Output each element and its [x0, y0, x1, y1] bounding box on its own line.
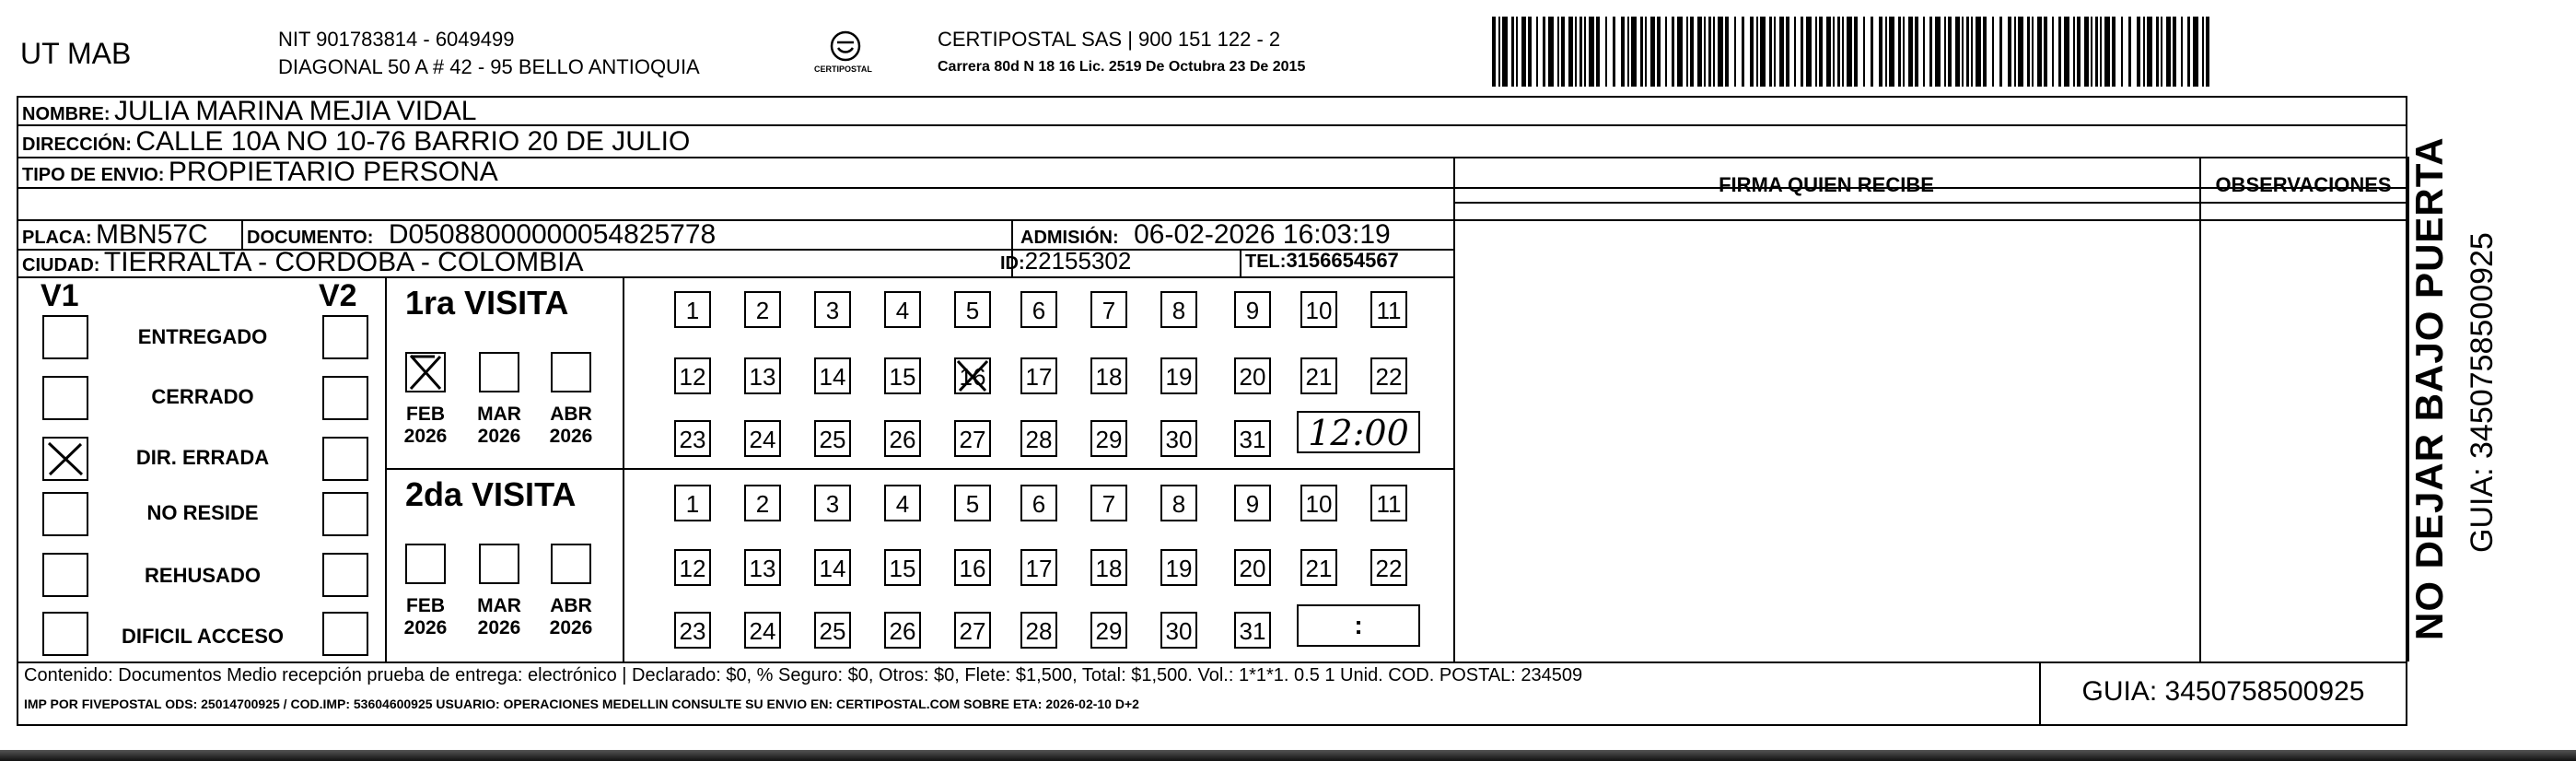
barcode-bar [1915, 17, 1918, 87]
barcode-bar [1944, 17, 1946, 87]
barcode-bar [1686, 17, 1688, 87]
barcode-bar [1885, 17, 1887, 87]
second-visit-month-abr: ABR 2026 [549, 595, 593, 638]
barcode-bar [1631, 17, 1637, 87]
barcode-bar [2193, 17, 2198, 87]
second-visit-day-21[interactable]: 21 [1300, 549, 1337, 586]
barcode-bar [1650, 17, 1655, 87]
first-visit-day-11[interactable]: 11 [1370, 291, 1407, 328]
placa-value: MBN57C [96, 219, 208, 250]
v1-checkbox-cerrado[interactable] [42, 376, 88, 420]
barcode-bar [1863, 17, 1865, 87]
barcode-bar [1697, 17, 1702, 87]
first-visit-day-20[interactable]: 20 [1234, 357, 1271, 394]
first-visit-day-3[interactable]: 3 [814, 291, 851, 328]
barcode-bar [2014, 17, 2016, 87]
barcode-bar [2128, 17, 2131, 87]
first-visit-day-10[interactable]: 10 [1300, 291, 1337, 328]
firma-header: FIRMA QUIEN RECIBE [1719, 173, 1934, 196]
second-visit-day-10[interactable]: 10 [1300, 485, 1337, 521]
first-visit-day-18[interactable]: 18 [1090, 357, 1127, 394]
second-visit-time-box[interactable]: : [1297, 604, 1420, 647]
footer-guia: GUIA: 3450758500925 [2081, 676, 2365, 707]
barcode-bar [2161, 17, 2162, 87]
first-visit-day-12[interactable]: 12 [674, 357, 711, 394]
barcode-bar [1786, 17, 1789, 87]
barcode-bar [2073, 17, 2075, 87]
barcode-bar [2084, 17, 2089, 87]
barcode-bar [1806, 17, 1812, 87]
barcode-bar [2173, 17, 2176, 87]
second-visit-month-feb: FEB 2026 [403, 595, 448, 638]
barcode-bar [1935, 17, 1941, 87]
barcode-bar [2166, 17, 2171, 87]
company-name: UT MAB [20, 37, 132, 70]
barcode-bar [2202, 17, 2204, 87]
barcode-bar [1640, 17, 1643, 87]
barcode-bar [2156, 17, 2159, 87]
direccion-row [22, 126, 690, 158]
barcode-bar [1548, 17, 1554, 87]
barcode-bar [2121, 17, 2123, 87]
ciudad-value: TIERRALTA - CORDOBA - COLOMBIA [103, 247, 584, 277]
first-visit-month-box-feb[interactable] [405, 352, 446, 392]
barcode-bar [1579, 17, 1582, 87]
barcode-bar [1966, 17, 1969, 87]
barcode-bar [2206, 17, 2209, 87]
v1-checkbox-rehusado[interactable] [42, 553, 88, 597]
barcode-bar [1584, 17, 1586, 87]
barcode-bar [1992, 17, 1994, 87]
first-visit-day-4[interactable]: 4 [884, 291, 921, 328]
barcode-bar [2137, 17, 2140, 87]
second-visit-day-2[interactable]: 2 [744, 485, 781, 521]
second-visit-day-20[interactable]: 20 [1234, 549, 1271, 586]
barcode-bar [1742, 17, 1744, 87]
direccion-value: CALLE 10A NO 10-76 BARRIO 20 DE JULIO [135, 126, 691, 157]
barcode-bar [2052, 17, 2054, 87]
second-visit-day-18[interactable]: 18 [1090, 549, 1127, 586]
barcode-bar [1837, 17, 1840, 87]
first-visit-month-abr: ABR 2026 [549, 404, 593, 447]
barcode-bar [1557, 17, 1559, 87]
barcode-bar [1833, 17, 1835, 87]
ciudad-label: CIUDAD: [22, 255, 100, 275]
barcode-bar [2091, 17, 2092, 87]
barcode-bar [2037, 17, 2042, 87]
barcode-bar [1847, 17, 1852, 87]
second-visit-day-9[interactable]: 9 [1234, 485, 1271, 521]
second-visit-day-5[interactable]: 5 [954, 485, 991, 521]
barcode-bar [1561, 17, 1565, 87]
second-visit-day-3[interactable]: 3 [814, 485, 851, 521]
second-visit-day-22[interactable]: 22 [1370, 549, 1407, 586]
v1-checkbox-dificil-acceso[interactable] [42, 612, 88, 656]
first-visit-day-14[interactable]: 14 [814, 357, 851, 394]
second-visit-day-17[interactable]: 17 [1020, 549, 1057, 586]
barcode-bar [1492, 17, 1496, 87]
first-visit-day-25[interactable]: 25 [814, 420, 851, 457]
carrier-name: CERTIPOSTAL SAS | 900 151 122 - 2 [938, 28, 1281, 51]
v2-checkbox-entregado[interactable] [322, 315, 368, 359]
barcode-bar [1801, 17, 1803, 87]
status-label-dificil-acceso: DIFICIL ACCESO [121, 625, 284, 648]
v2-checkbox-dir-errada[interactable] [322, 437, 368, 481]
second-visit-day-1[interactable]: 1 [674, 485, 711, 521]
first-visit-day-17[interactable]: 17 [1020, 357, 1057, 394]
status-label-no-reside: NO RESIDE [146, 501, 259, 524]
barcode-bar [1842, 17, 1844, 87]
observaciones-header: OBSERVACIONES [2215, 173, 2392, 196]
scan-edge [0, 750, 2576, 761]
second-visit-day-13[interactable]: 13 [744, 549, 781, 586]
barcode-bar [1677, 17, 1683, 87]
barcode-bar [1536, 17, 1538, 87]
nombre-row [22, 96, 476, 127]
first-visit-day-7[interactable]: 7 [1090, 291, 1127, 328]
barcode-bar [1708, 17, 1711, 87]
first-visit-day-19[interactable]: 19 [1160, 357, 1197, 394]
v1-checkbox-no-reside[interactable] [42, 492, 88, 536]
barcode-bar [1596, 17, 1600, 87]
first-visit-day-28[interactable]: 28 [1020, 420, 1057, 457]
barcode-bar [1819, 17, 1823, 87]
barcode-bar [1704, 17, 1706, 87]
certipostal-logo-icon [810, 28, 880, 83]
nombre-label: NOMBRE: [22, 104, 111, 124]
barcode-bar [1756, 17, 1758, 87]
barcode-bar [2187, 17, 2190, 87]
barcode-bar [2018, 17, 2023, 87]
barcode-bar [1769, 17, 1772, 87]
second-visit-day-30[interactable]: 30 [1160, 612, 1197, 649]
status-label-rehusado: REHUSADO [145, 564, 261, 587]
barcode-bar [1627, 17, 1629, 87]
check-mark-icon [407, 354, 444, 391]
second-visit-month-box-feb[interactable] [405, 544, 446, 584]
v2-checkbox-no-reside[interactable] [322, 492, 368, 536]
barcode-bar [1826, 17, 1831, 87]
barcode-bar [2044, 17, 2047, 87]
first-visit-day-23[interactable]: 23 [674, 420, 711, 457]
first-visit-month-feb: FEB 2026 [403, 404, 448, 447]
barcode-bar [2181, 17, 2183, 87]
logo-text: CERTIPOSTAL [814, 64, 872, 74]
tipo-envio-value: PROPIETARIO PERSONA [168, 157, 498, 187]
barcode-bar [1516, 17, 1518, 87]
footer-imp: IMP POR FIVEPOSTAL ODS: 25014700925 / COD.IMP: 53604600925 USUARIO: OPERACIONES MEDELLIN CONSULTE SU ENVIO EN: CERTIPOSTAL.COM SOBRE ETA: 2026-02-10 D+2 [24, 697, 1139, 711]
second-visit-day-19[interactable]: 19 [1160, 549, 1197, 586]
company-address: DIAGONAL 50 A # 42 - 95 BELLO ANTIOQUIA [278, 55, 700, 78]
admision-value: 06-02-2026 16:03:19 [1134, 219, 1391, 250]
second-visit-day-6[interactable]: 6 [1020, 485, 1057, 521]
first-visit-day-24[interactable]: 24 [744, 420, 781, 457]
footer-contenido: Contenido: Documentos Medio recepción prueba de entrega: electrónico | Declarado: $0, % Seguro: $0, Otros: $0, Flete: $1,500, Total: $1,500. Vol.: 1*1*1. 0.5 1 Unid. COD. POSTAL: 234509 [24, 665, 1583, 685]
certipostal-logo [810, 28, 880, 83]
barcode-bar [1665, 17, 1667, 87]
tel-value: 3156654567 [1286, 249, 1399, 272]
v1-checkbox-dir-errada[interactable] [42, 437, 88, 481]
second-visit-day-4[interactable]: 4 [884, 485, 921, 521]
second-visit-month-box-abr[interactable] [551, 544, 591, 584]
first-visit-label: 1ra VISITA [405, 284, 569, 322]
second-visit-day-31[interactable]: 31 [1234, 612, 1271, 649]
v1-label: V1 [41, 278, 79, 313]
admision-label: ADMISIÓN: [1020, 228, 1119, 248]
direccion-label: DIRECCIÓN: [22, 135, 132, 155]
barcode-bar [1879, 17, 1882, 87]
barcode-bar [1657, 17, 1661, 87]
barcode-bar [2064, 17, 2069, 87]
first-visit-day-31[interactable]: 31 [1234, 420, 1271, 457]
barcode-bar [1511, 17, 1514, 87]
barcode-bar [2100, 17, 2102, 87]
first-visit-day-21[interactable]: 21 [1300, 357, 1337, 394]
check-mark-icon [44, 439, 87, 479]
tipo-envio-row [22, 157, 498, 188]
barcode-bar [1898, 17, 1901, 87]
second-visit-month-box-mar[interactable] [479, 544, 519, 584]
second-visit-day-25[interactable]: 25 [814, 612, 851, 649]
second-visit-day-26[interactable]: 26 [884, 612, 921, 649]
second-visit-day-15[interactable]: 15 [884, 549, 921, 586]
id-value: 22155302 [1024, 247, 1132, 275]
second-visit-day-24[interactable]: 24 [744, 612, 781, 649]
barcode-bar [2147, 17, 2152, 87]
barcode-bar [1718, 17, 1723, 87]
first-visit-month-box-abr[interactable] [551, 352, 591, 392]
barcode-bar [1889, 17, 1894, 87]
first-visit-day-15[interactable]: 15 [884, 357, 921, 394]
second-visit-day-14[interactable]: 14 [814, 549, 851, 586]
nombre-value: JULIA MARINA MEJIA VIDAL [114, 96, 477, 126]
tel-label: TEL: [1245, 252, 1287, 272]
barcode-bar [1774, 17, 1776, 87]
barcode-bar [1948, 17, 1952, 87]
barcode-bar [2077, 17, 2081, 87]
no-dejar-bajo-puerta: NO DEJAR BAJO PUERTA [2407, 136, 2451, 640]
barcode-bar [1543, 17, 1545, 87]
id-field [1000, 247, 1131, 275]
barcode-bar [1498, 17, 1500, 87]
second-visit-day-8[interactable]: 8 [1160, 485, 1197, 521]
barcode-bar [1734, 17, 1736, 87]
barcode-bar [2008, 17, 2011, 87]
barcode-bar [2032, 17, 2034, 87]
ciudad-field [22, 247, 584, 278]
barcode-bar [2027, 17, 2030, 87]
v1-checkbox-entregado[interactable] [42, 315, 88, 359]
barcode-bar [1794, 17, 1796, 87]
v2-checkbox-dificil-acceso[interactable] [322, 612, 368, 656]
v2-label: V2 [319, 278, 357, 313]
barcode-bar [2143, 17, 2145, 87]
first-visit-day-2[interactable]: 2 [744, 291, 781, 328]
documento-field [247, 219, 716, 251]
documento-label: DOCUMENTO: [247, 228, 374, 248]
barcode-bar [1908, 17, 1913, 87]
second-visit-day-12[interactable]: 12 [674, 549, 711, 586]
barcode-bar [1903, 17, 1905, 87]
first-visit-month-box-mar[interactable] [479, 352, 519, 392]
barcode-bar [1713, 17, 1715, 87]
barcode-bar [1976, 17, 1981, 87]
first-visit-month-mar: MAR 2026 [477, 404, 521, 447]
first-visit-day-6[interactable]: 6 [1020, 291, 1057, 328]
barcode-bar [1645, 17, 1647, 87]
first-visit-day-30[interactable]: 30 [1160, 420, 1197, 457]
barcode-bar [1955, 17, 1960, 87]
second-visit-day-16[interactable]: 16 [954, 549, 991, 586]
barcode-bar [1750, 17, 1754, 87]
barcode-bar [1605, 17, 1607, 87]
barcode-bar [1760, 17, 1766, 87]
barcode-bar [1621, 17, 1625, 87]
carrier-license: Carrera 80d N 18 16 Lic. 2519 De Octubra 23 De 2015 [938, 59, 1306, 75]
status-label-cerrado: CERRADO [151, 385, 254, 408]
second-visit-day-11[interactable]: 11 [1370, 485, 1407, 521]
first-visit-day-27[interactable]: 27 [954, 420, 991, 457]
barcode-bar [1962, 17, 1964, 87]
second-visit-day-7[interactable]: 7 [1090, 485, 1127, 521]
barcode [1492, 0, 2220, 92]
first-visit-time-box[interactable]: 12:00 [1297, 411, 1420, 453]
barcode-bar [2095, 17, 2098, 87]
barcode-bar [1929, 17, 1932, 87]
barcode-bar [1575, 17, 1577, 87]
second-visit-day-27[interactable]: 27 [954, 612, 991, 649]
first-visit-day-13[interactable]: 13 [744, 357, 781, 394]
barcode-bar [1502, 17, 1508, 87]
barcode-bar [1815, 17, 1817, 87]
first-visit-day-26[interactable]: 26 [884, 420, 921, 457]
v2-checkbox-rehusado[interactable] [322, 553, 368, 597]
barcode-bar [1528, 17, 1532, 87]
check-mark-icon [954, 357, 991, 394]
barcode-bar [1779, 17, 1784, 87]
second-visit-label: 2da VISITA [405, 475, 577, 513]
barcode-bar [1613, 17, 1615, 87]
barcode-bar [1690, 17, 1694, 87]
barcode-bar [1568, 17, 1573, 87]
barcode-bar [1983, 17, 1987, 87]
placa-label: PLACA: [22, 228, 92, 248]
barcode-bar [1589, 17, 1594, 87]
first-visit-day-29[interactable]: 29 [1090, 420, 1127, 457]
side-guia: GUIA: 3450758500925 [2465, 232, 2500, 553]
second-visit-day-29[interactable]: 29 [1090, 612, 1127, 649]
second-visit-day-28[interactable]: 28 [1020, 612, 1057, 649]
nit: NIT 901783814 - 6049499 [278, 28, 515, 51]
barcode-bar [2104, 17, 2110, 87]
barcode-bar [1672, 17, 1674, 87]
second-visit-month-mar: MAR 2026 [477, 595, 521, 638]
status-label-dir-errada: DIR. ERRADA [135, 446, 270, 469]
barcode-bar [1999, 17, 2002, 87]
first-visit-day-5[interactable]: 5 [954, 291, 991, 328]
tel-field [1245, 249, 1399, 273]
documento-value: D05088000000054825778 [388, 219, 717, 250]
first-visit-day-9[interactable]: 9 [1234, 291, 1271, 328]
barcode-bar [1521, 17, 1526, 87]
barcode-bar [1923, 17, 1925, 87]
id-label: ID: [1000, 253, 1025, 274]
first-visit-day-1[interactable]: 1 [674, 291, 711, 328]
tipo-envio-label: TIPO DE ENVIO: [22, 165, 165, 185]
second-visit-day-23[interactable]: 23 [674, 612, 711, 649]
admision-field [1020, 219, 1391, 251]
first-visit-day-16[interactable]: 16 [954, 357, 991, 394]
barcode-bar [2112, 17, 2116, 87]
barcode-bar [1971, 17, 1973, 87]
first-visit-day-22[interactable]: 22 [1370, 357, 1407, 394]
placa-field [22, 219, 208, 251]
barcode-bar [1854, 17, 1858, 87]
v2-checkbox-cerrado[interactable] [322, 376, 368, 420]
barcode-bar [1871, 17, 1873, 87]
barcode-bar [2058, 17, 2061, 87]
barcode-bar [1725, 17, 1729, 87]
first-visit-day-8[interactable]: 8 [1160, 291, 1197, 328]
status-label-entregado: ENTREGADO [137, 325, 268, 348]
